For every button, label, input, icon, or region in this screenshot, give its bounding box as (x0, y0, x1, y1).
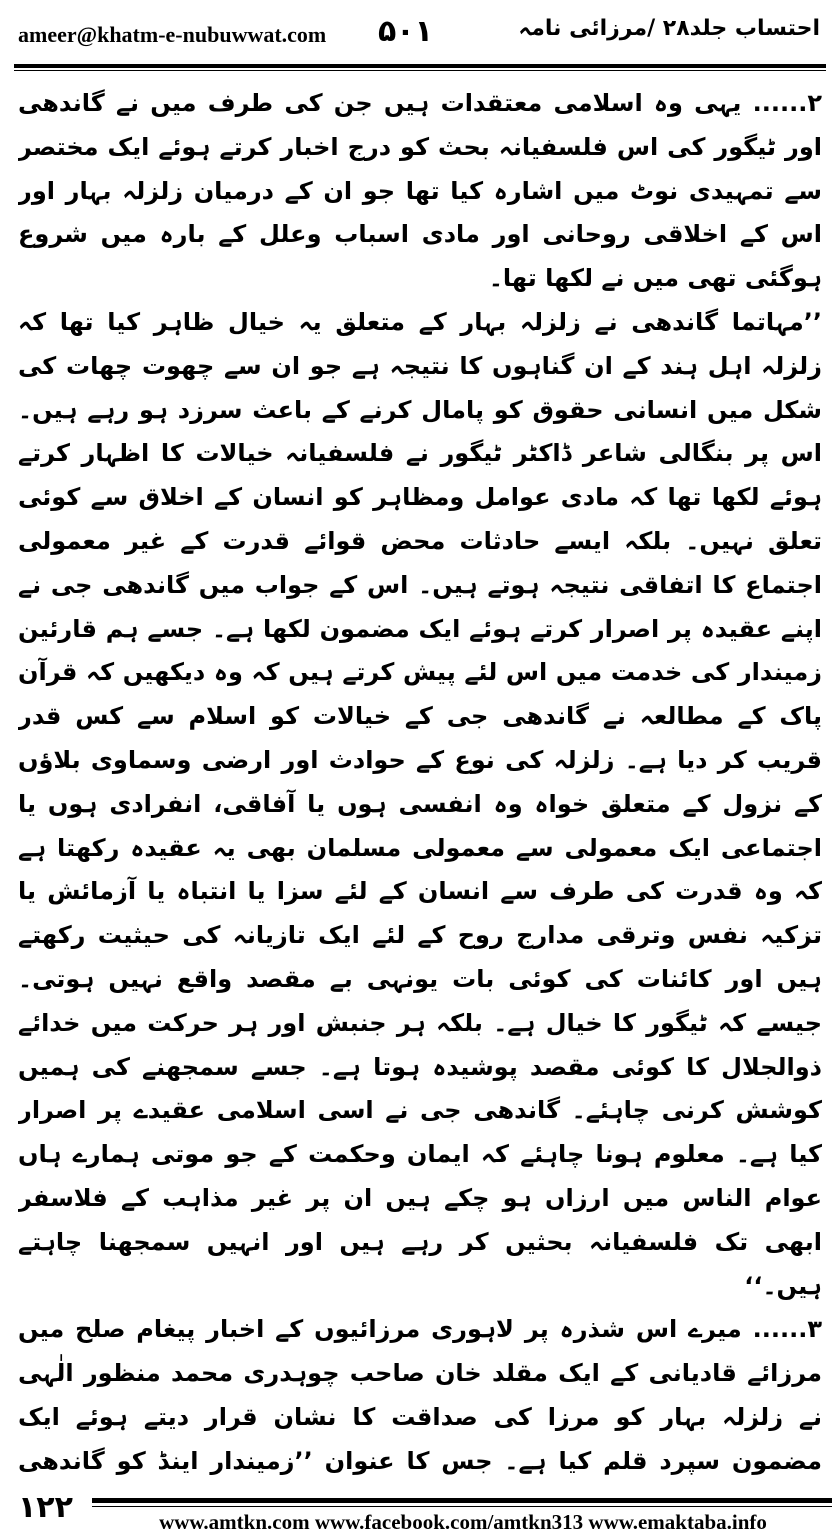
paragraph-quote: ’’مہاتما گاندھی نے زلزلہ بہار کے متعلق یہ خیال ظاہر کیا تھا کہ زلزلہ اہل ہند کے ان گناہوں کا نتیجہ ہے جو ان سے چھوت چھات کی شکل میں انسانی حقوق کو پامال کرنے کے باعث سرزد ہو رہے ہیں۔ اس پر بنگالی شاعر ڈاکٹر ٹیگور نے فلسفیانہ خیالات کا اظہار کرتے ہوئے لکھا تھا کہ مادی عوامل ومظاہر کو انسان کے اخلاق سے کوئی تعلق نہیں۔ بلکہ ایسے حادثات محض قوائے قدرت کے غیر معمولی اجتماع کا اتفاقی نتیجہ ہوتے ہیں۔ اس کے جواب میں گاندھی جی نے اپنے عقیدہ پر اصرار کرتے ہوئے ایک مضمون لکھا ہے۔ جسے ہم قارئین زمیندار کی خدمت میں اس لئے پیش کرتے ہیں کہ وہ دیکھیں کہ قرآن پاک کے مطالعہ نے گاندھی جی کے خیالات کو اسلام سے کس قدر قریب کر دیا ہے۔ زلزلہ کی نوع کے حوادث اور ارضی وسماوی بلاؤں کے نزول کے متعلق خواہ وہ انفسی ہوں یا آفاقی، انفرادی ہوں یا اجتماعی ایک معمولی سے معمولی مسلمان بھی یہ عقیدہ رکھتا ہے کہ وہ قدرت کی طرف سے انسان کے لئے سزا یا انتباہ یا آزمائش یا تزکیہ نفس وترقی مدارج روح کے لئے ایک تازیانہ کی حیثیت رکھتے ہیں اور کائنات کی کوئی بات یونہی بے مقصد واقع نہیں ہوتی۔ جیسے کہ ٹیگور کا خیال ہے۔ بلکہ ہر جنبش اور ہر حرکت میں خدائے ذوالجلال کا کوئی مقصد پوشیدہ ہوتا ہے۔ جسے سمجھنے کی ہمیں کوشش کرنی چاہئے۔ گاندھی جی نے اسی اسلامی عقیدے پر اصرار کیا ہے۔ معلوم ہونا چاہئے کہ ایمان وحکمت کے جو موتی ہمارے ہاں عوام الناس میں ارزاں ہو چکے ہیں ان پر غیر مذاہب کے فلاسفر ابھی تک فلسفیانہ بحثیں کر رہے ہیں اور انہیں سمجھنا چاہتے ہیں۔‘‘ (18, 307, 822, 1300)
paragraph-2: ۲...... یہی وہ اسلامی معتقدات ہیں جن کی طرف میں نے گاندھی اور ٹیگور کی اس فلسفیانہ بحث کو درج اخبار کرتے ہوئے ایک مختصر سے تمہیدی نوٹ میں اشارہ کیا تھا جو ان کے درمیان زلزلہ بہار اور اس کے اخلاقی روحانی اور مادی اسباب وعلل کے بارہ میں شروع ہوگئی تھی میں نے لکھا تھا۔ (18, 89, 822, 293)
footer-page-number: ۱۲۲ (18, 1490, 73, 1525)
page-footer (0, 1490, 840, 1540)
footer-rule-thin (92, 1506, 832, 1507)
header-page-number: ۵۰۱ (378, 14, 433, 49)
paragraph-3: ۳...... میرے اس شذرہ پر لاہوری مرزائیوں کے اخبار پیغام صلح میں مرزائے قادیانی کے ایک مقلد خان صاحب چوہدری محمد منظور الٰہی نے زلزلہ بہار کو مرزا کی صداقت کا نشان قرار دیتے ہوئے ایک مضمون سپرد قلم کیا ہے۔ جس کا عنوان ’’زمیندار اینڈ کو گاندھی (18, 1315, 822, 1475)
header-rule-thin (14, 70, 826, 71)
page-header (0, 0, 840, 62)
running-title: احتساب جلد۲۸ /مرزائی نامہ (518, 16, 820, 41)
header-rule (14, 64, 826, 68)
page-body (18, 82, 822, 1482)
footer-links: www.amtkn.com www.facebook.com/amtkn313 www.emaktaba.info (159, 1510, 767, 1534)
footer-rule (92, 1498, 832, 1503)
header-email: ameer@khatm-e-nubuwwat.com (18, 22, 327, 47)
